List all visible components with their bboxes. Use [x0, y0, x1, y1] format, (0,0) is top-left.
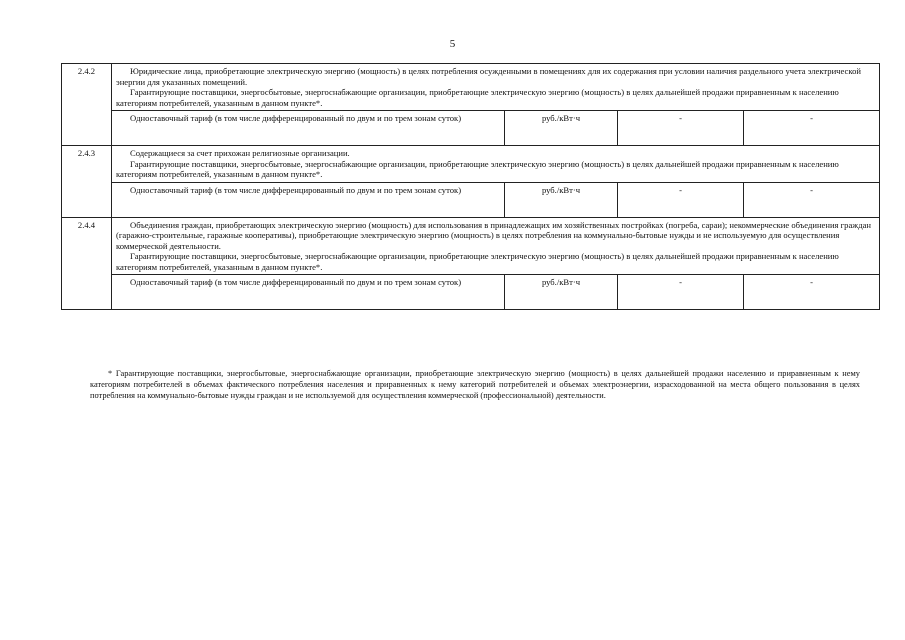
section-row-2-4-4 — [62, 217, 880, 275]
section-description — [112, 146, 880, 183]
description-paragraph: Гарантирующие поставщики, энергосбытовые, энергоснабжающие организации, приобретающие электрическую энергию (мощность) в целях дальнейшей продажи приравненным к населению категориям потребителей, указанным в данном пункте*. — [116, 87, 839, 108]
section-number: 2.4.4 — [62, 217, 112, 310]
section-row-2-4-3 — [62, 146, 880, 183]
description-paragraph: Содержащиеся за счет прихожан религиозные организации. — [130, 148, 350, 158]
tariff-name: Одноставочный тариф (в том числе дифференцированный по двум и по трем зонам суток) — [112, 275, 505, 310]
description-paragraph: Гарантирующие поставщики, энергосбытовые, энергоснабжающие организации, приобретающие электрическую энергию (мощность) в целях дальнейшей продажи приравненным к населению категориям потребителей, указанным в данном пункте*. — [116, 158, 839, 179]
tariff-unit: руб./кВт·ч — [505, 275, 618, 310]
footnote: * Гарантирующие поставщики, энергосбытовые, энергоснабжающие организации, приобретающие электрическую энергию (мощность) в целях дальнейшей продажи населению и приравненным к нему категориям потребителей в объемах фактического потребления населения и приравненных к нему категорий потребителей и объемах электроэнергии, израсходованной на места общего пользования в целях потребления на коммунально-бытовые нужды граждан и не используемой для осуществления коммерческой (профессиональной) деятельности. — [90, 369, 860, 400]
description-paragraph: Гарантирующие поставщики, энергосбытовые, энергоснабжающие организации, приобретающие электрическую энергию (мощность) в целях дальнейшей продажи приравненным к населению категориям потребителей, указанным в данном пункте*. — [116, 251, 839, 272]
tariff-value-2: - — [744, 182, 880, 217]
section-row-2-4-2 — [62, 64, 880, 111]
page-number: 5 — [449, 38, 456, 50]
tariff-table — [61, 63, 880, 310]
section-description — [112, 64, 880, 111]
tariff-row — [62, 111, 880, 146]
description-paragraph: Юридические лица, приобретающие электрическую энергию (мощность) в целях потребления осужденными в помещениях для их содержания при условии наличия раздельного учета электрической энергии для указанных помещений. — [116, 66, 861, 87]
tariff-row — [62, 275, 880, 310]
tariff-value-2: - — [744, 111, 880, 146]
tariff-unit: руб./кВт·ч — [505, 111, 618, 146]
section-number: 2.4.2 — [62, 64, 112, 146]
tariff-value-1: - — [618, 182, 744, 217]
tariff-name: Одноставочный тариф (в том числе дифференцированный по двум и по трем зонам суток) — [112, 182, 505, 217]
tariff-row — [62, 182, 880, 217]
section-number: 2.4.3 — [62, 146, 112, 218]
tariff-value-2: - — [744, 275, 880, 310]
section-description — [112, 217, 880, 275]
description-paragraph: Объединения граждан, приобретающих электрическую энергию (мощность) для использования в принадлежащих им хозяйственных постройках (погреба, сараи); некоммерческие объединения граждан (гаражно-строительные, гаражные кооперативы), приобретающие электрическую энергию (мощность) в целях потребления на коммунально-бытовые нужды и не используемую для осуществления коммерческой деятельности. — [116, 219, 872, 251]
tariff-value-1: - — [618, 275, 744, 310]
tariff-name: Одноставочный тариф (в том числе дифференцированный по двум и по трем зонам суток) — [112, 111, 505, 146]
tariff-unit: руб./кВт·ч — [505, 182, 618, 217]
tariff-value-1: - — [618, 111, 744, 146]
